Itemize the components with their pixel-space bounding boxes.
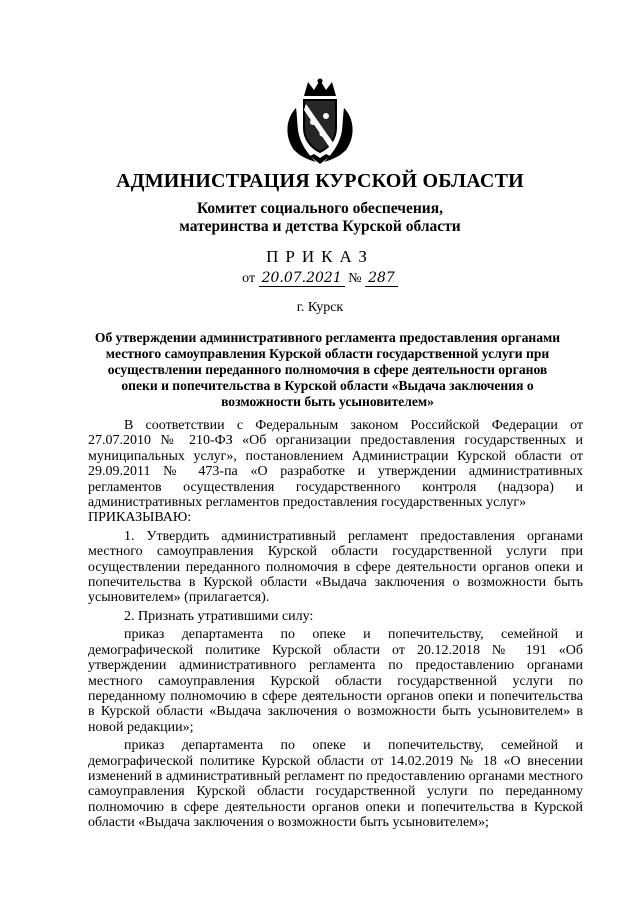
order-title: ПРИКАЗ [266, 247, 374, 266]
number-label: № [348, 271, 362, 286]
item-2b-paragraph: приказ департамента по опеке и попечительству, семейной и демографической политике Курской области от 14.02.2019 № 18 «О внесении изменений в административный регламент по предоставлению органами местного самоуправления Курской области государственной услуги по переданному полномочию в сфере деятельности органов опеки и попечительства в Курской области «Выдача заключения о возможности быть усыновителем»; [88, 738, 583, 831]
item-1-paragraph: 1. Утвердить административный регламент предоставления органами местного самоуправления Курской области государственной услуги при осуществлении переданного полномочия в сфере деятельности органов опеки и попечительства в Курской области «Выдача заключения о возможности быть усыновителем» (прилагается). [88, 528, 583, 606]
preamble-paragraph: В соответствии с Федеральным законом Российской Федерации от 27.07.2010 № 210-ФЗ «Об организации предоставления государственных и муниципальных услуг», постановлением Администрации Курской области от 29.09.2011 № 473-па «О разработке и утверждении административных регламентов осуществления государственного контроля (надзора) и административных регламентов предоставления государственных услуг» [88, 418, 583, 511]
committee-name [0, 200, 640, 236]
item-2a-paragraph: приказ департамента по опеке и попечительству, семейной и демографической политике Курской области от 20.12.2018 № 191 «Об утверждении административного регламента по предоставлению органами местного самоуправления Курской области государственной услуги по переданному полномочию в сфере деятельности органов опеки и попечительства в Курской области «Выдача заключения о возможности быть усыновителем» в новой редакции»; [88, 627, 583, 735]
organization-title: АДМИНИСТРАЦИЯ КУРСКОЙ ОБЛАСТИ [116, 170, 524, 192]
command-word: ПРИКАЗЫВАЮ: [88, 510, 192, 526]
order-subject: Об утверждении административного регламента предоставления органами местного самоуправления Курской области государственной услуги при осуществлении переданного полномочия в сфере деятельности органов опеки и попечительства в Курской области «Выдача заключения о возможности быть усыновителем» [94, 330, 561, 409]
order-date: 20.07.2021 [259, 270, 345, 287]
committee-line-1: Комитет социального обеспечения, [196, 200, 444, 217]
city: г. Курск [296, 300, 344, 315]
order-date-number [0, 270, 640, 287]
from-label: от [242, 271, 256, 286]
order-number: 287 [365, 270, 398, 287]
order-body [88, 418, 583, 831]
coat-of-arms-icon [282, 78, 358, 164]
committee-line-2: материнства и детства Курской области [179, 218, 461, 235]
item-2-paragraph: 2. Признать утратившими силу: [124, 608, 314, 624]
